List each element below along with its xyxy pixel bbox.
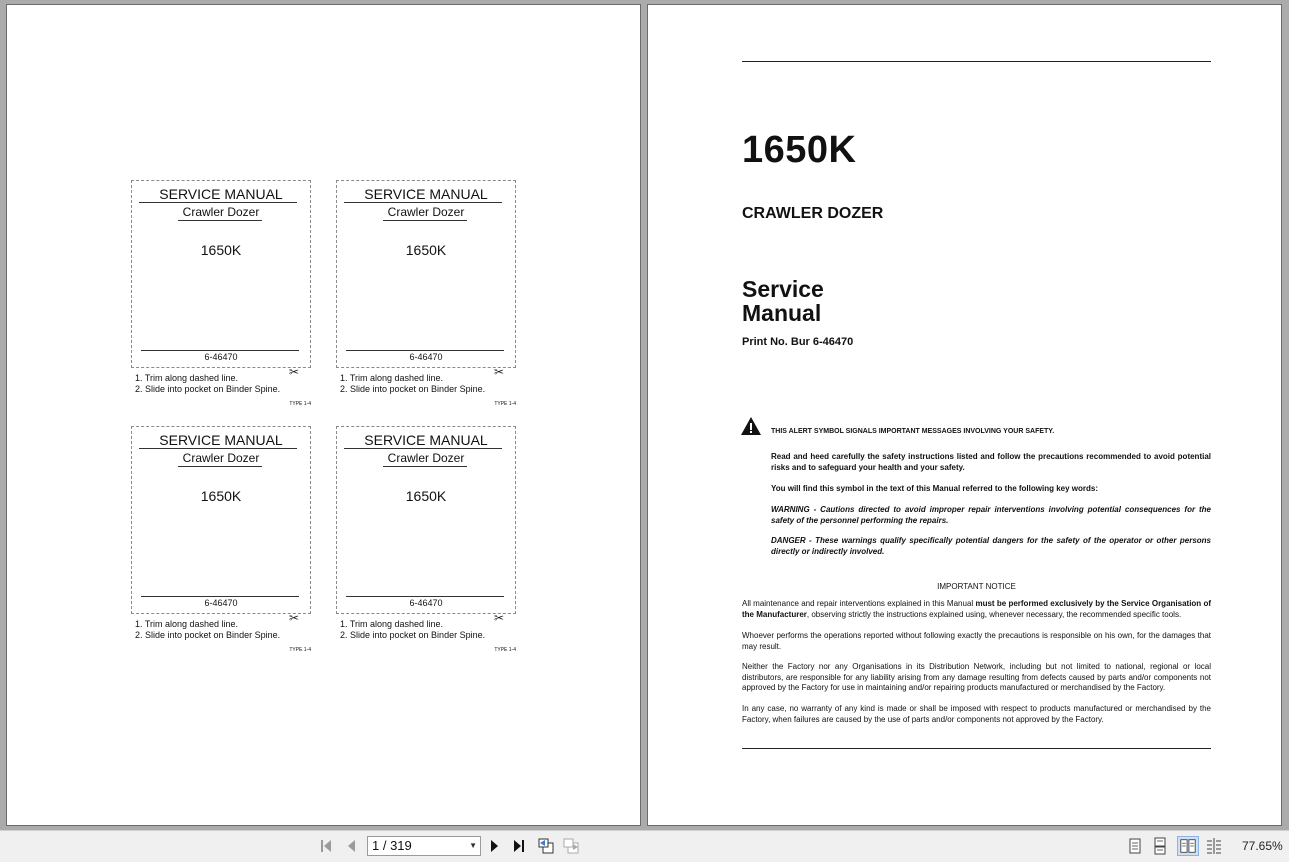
- card-instructions: 1. Trim along dashed line. 2. Slide into pocket on Binder Spine.: [340, 619, 486, 640]
- divider: [178, 466, 262, 467]
- card-type-label: TYPE 1-4: [289, 647, 311, 653]
- safety-paragraph: Read and heed carefully the safety instructions listed and follow the precautions recommended to avoid potential risks and to safeguard your health and your safety.: [771, 452, 1211, 472]
- divider: [139, 448, 297, 449]
- card-model: 1650K: [200, 488, 242, 504]
- divider: [139, 202, 297, 203]
- card-part-number: 6-46470: [409, 352, 443, 362]
- notice-paragraph-2: Whoever performs the operations reported without following exactly the precautions is responsible on his own, for the damages that may result.: [742, 631, 1211, 651]
- pdf-page-2: [647, 4, 1282, 826]
- card-subtitle: Crawler Dozer: [182, 205, 260, 219]
- card-part-number: 6-46470: [409, 598, 443, 608]
- continuous-facing-icon[interactable]: [1205, 837, 1223, 855]
- notice-heading: IMPORTANT NOTICE: [937, 582, 1016, 591]
- warning-triangle-icon: [740, 416, 762, 436]
- doc-machine-type: CRAWLER DOZER: [742, 205, 884, 222]
- danger-paragraph: DANGER - These warnings qualify specifically potential dangers for the safety of the operator or other persons directly or indirectly involved.: [771, 536, 1211, 556]
- single-page-icon[interactable]: [1126, 837, 1144, 855]
- card-type-label: TYPE 1-4: [494, 647, 516, 653]
- divider: [346, 596, 504, 597]
- zoom-level[interactable]: 77.65%: [1242, 839, 1283, 853]
- notice-paragraph-1: All maintenance and repair interventions explained in this Manual must be performed exclusively by the Service Organisation of the Manufacturer, observing strictly the instructions explained using, whenever necessary, the recommended specific tools.: [742, 599, 1212, 619]
- card-instructions: 1. Trim along dashed line. 2. Slide into pocket on Binder Spine.: [135, 619, 281, 640]
- doc-service-manual-heading: Service Manual: [742, 276, 824, 326]
- scissors-icon: ✂: [289, 365, 300, 379]
- card-part-number: 6-46470: [204, 598, 238, 608]
- previous-page-icon[interactable]: [343, 837, 361, 855]
- divider: [383, 220, 467, 221]
- alert-statement: THIS ALERT SYMBOL SIGNALS IMPORTANT MESSAGES INVOLVING YOUR SAFETY.: [771, 428, 1055, 435]
- notice-paragraph-4: In any case, no warranty of any kind is made or shall be imposed with respect to products manufactured or merchandised by the Factory, when failures are caused by the use of parts and/or components not approved by the Factory.: [742, 704, 1211, 724]
- divider: [141, 596, 299, 597]
- divider: [178, 220, 262, 221]
- doc-model-title: 1650K: [742, 129, 857, 171]
- divider: [344, 202, 502, 203]
- viewer-toolbar: [0, 830, 1289, 862]
- scissors-icon: ✂: [494, 611, 505, 625]
- card-title: SERVICE MANUAL: [364, 186, 488, 202]
- card-subtitle: Crawler Dozer: [387, 451, 465, 465]
- divider: [141, 350, 299, 351]
- card-part-number: 6-46470: [204, 352, 238, 362]
- page-number-input[interactable]: 1 / 319 ▼: [367, 836, 481, 856]
- first-page-icon[interactable]: [318, 837, 336, 855]
- card-type-label: TYPE 1-4: [494, 401, 516, 407]
- divider: [344, 448, 502, 449]
- bottom-rule: [742, 748, 1211, 749]
- continuous-icon[interactable]: [1151, 837, 1169, 855]
- divider: [346, 350, 504, 351]
- print-number: Print No. Bur 6-46470: [742, 336, 854, 348]
- chevron-down-icon[interactable]: ▼: [469, 841, 477, 850]
- facing-pages-icon[interactable]: [1177, 836, 1199, 856]
- card-subtitle: Crawler Dozer: [387, 205, 465, 219]
- card-model: 1650K: [405, 488, 447, 504]
- card-instructions: 1. Trim along dashed line. 2. Slide into pocket on Binder Spine.: [135, 373, 281, 394]
- last-page-icon[interactable]: [510, 837, 528, 855]
- pdf-page-1: [6, 4, 641, 826]
- card-model: 1650K: [405, 242, 447, 258]
- card-subtitle: Crawler Dozer: [182, 451, 260, 465]
- card-title: SERVICE MANUAL: [159, 186, 283, 202]
- top-rule: [742, 61, 1211, 62]
- next-page-icon[interactable]: [486, 837, 504, 855]
- previous-view-icon[interactable]: [537, 837, 555, 855]
- symbol-paragraph: You will find this symbol in the text of this Manual referred to the following key words:: [771, 484, 1098, 493]
- warning-paragraph: WARNING - Cautions directed to avoid improper repair interventions involving potential consequences for the safety of the personnel performing the repairs.: [771, 505, 1211, 525]
- card-title: SERVICE MANUAL: [159, 432, 283, 448]
- scissors-icon: ✂: [289, 611, 300, 625]
- divider: [383, 466, 467, 467]
- card-model: 1650K: [200, 242, 242, 258]
- notice-paragraph-3: Neither the Factory nor any Organisations in its Distribution Network, including but not limited to national, regional or local distributors, are responsible for any liability arising from any damage resulting from defects caused by parts and/or components not approved by the Factory for use in maintaining and/or repairing products manufactured or merchandised by the Factory.: [742, 662, 1211, 692]
- card-title: SERVICE MANUAL: [364, 432, 488, 448]
- card-type-label: TYPE 1-4: [289, 401, 311, 407]
- card-instructions: 1. Trim along dashed line. 2. Slide into pocket on Binder Spine.: [340, 373, 486, 394]
- next-view-icon[interactable]: [562, 837, 580, 855]
- scissors-icon: ✂: [494, 365, 505, 379]
